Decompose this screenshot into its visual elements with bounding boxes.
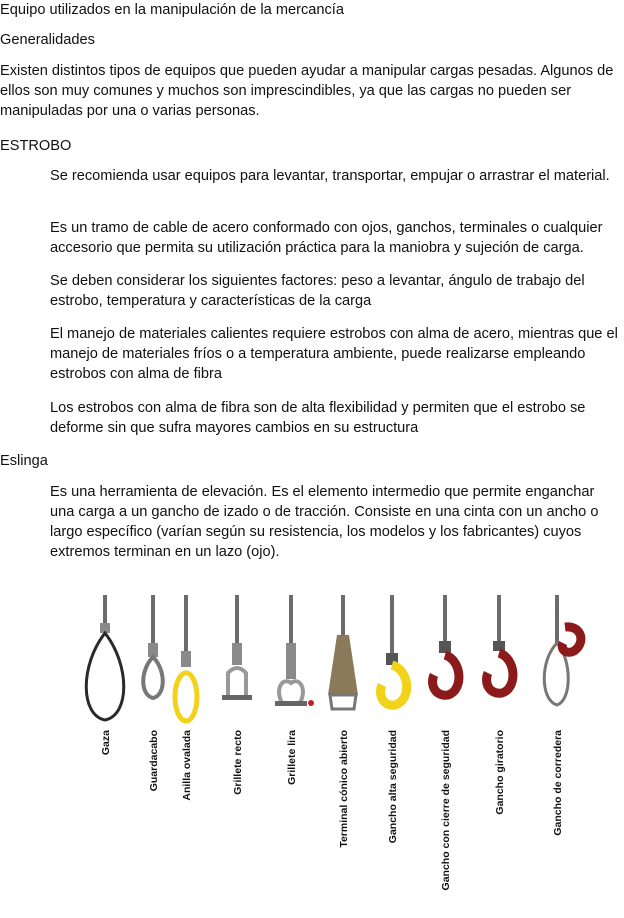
gancho-alta-seguridad-illustration [381, 595, 407, 705]
label-gaza: Gaza [100, 730, 112, 756]
paragraph-generalidades: Existen distintos tipos de equipos que pueden ayudar a manipular cargas pesadas. Algunos de ellos son muy comunes y muchos son imprescindibles, ya que las cargas no pueden ser manipuladas por una o varias personas. [0, 63, 614, 119]
grillete-recto-illustration [222, 595, 252, 700]
gaza-illustration [86, 595, 124, 720]
grillete-lira-illustration [275, 595, 314, 706]
label-grillete-recto: Grillete recto [232, 730, 244, 795]
gancho-corredera-illustration [544, 595, 581, 705]
estrobo-paragraph-1: Se recomienda usar equipos para levantar, transportar, empujar o arrastrar el material. [50, 168, 610, 184]
heading-estrobo: ESTROBO [0, 138, 72, 154]
gancho-cierre-seguridad-illustration [433, 595, 459, 695]
heading-eslinga: Eslinga [0, 453, 48, 469]
label-guardacabo: Guardacabo [148, 730, 160, 792]
label-gancho-giratorio: Gancho giratorio [494, 730, 506, 815]
label-grillete-lira: Grillete lira [286, 730, 298, 785]
guardacabo-illustration [143, 595, 163, 698]
paragraph-eslinga: Es una herramienta de elevación. Es el elemento intermedio que permite enganchar una carga a un gancho de izado o de tracción. Consiste en una cinta con un ancho o largo específico (varían según su resistencia, los modelos y los fabricantes) cuyos extremos terminan en un lazo (ojo). [50, 484, 599, 560]
gancho-giratorio-illustration [487, 595, 513, 693]
heading-generalidades: Generalidades [0, 32, 95, 48]
rigging-accessories-figure [60, 585, 590, 915]
terminal-conico-abierto-illustration [328, 595, 358, 709]
label-anilla-ovalada: Anilla ovalada [181, 730, 193, 801]
label-gancho-cierre-seguridad: Gancho con cierre de seguridad [440, 730, 452, 891]
anilla-ovalada-illustration [175, 595, 197, 721]
estrobo-paragraph-5: Los estrobos con alma de fibra son de alta flexibilidad y permiten que el estrobo se deforme sin que sufra mayores cambios en su estructura [50, 400, 586, 436]
estrobo-paragraph-4: El manejo de materiales calientes requiere estrobos con alma de acero, mientras que el manejo de materiales fríos o a temperatura ambiente, puede realizarse empleando estrobos con alma de fibra [50, 326, 618, 382]
label-gancho-alta-seguridad: Gancho alta seguridad [387, 730, 399, 844]
estrobo-paragraph-2: Es un tramo de cable de acero conformado con ojos, ganchos, terminales o cualquier accesorio que permita su utilización práctica para la maniobra y sujeción de carga. [50, 220, 603, 256]
estrobo-paragraph-3: Se deben considerar los siguientes factores: peso a levantar, ángulo de trabajo del estrobo, temperatura y características de la carga [50, 273, 585, 309]
document-title: Equipo utilizados en la manipulación de la mercancía [0, 2, 344, 18]
label-gancho-corredera: Gancho de corredera [552, 730, 564, 836]
label-terminal-conico-abierto: Terminal cónico abierto [338, 730, 350, 848]
